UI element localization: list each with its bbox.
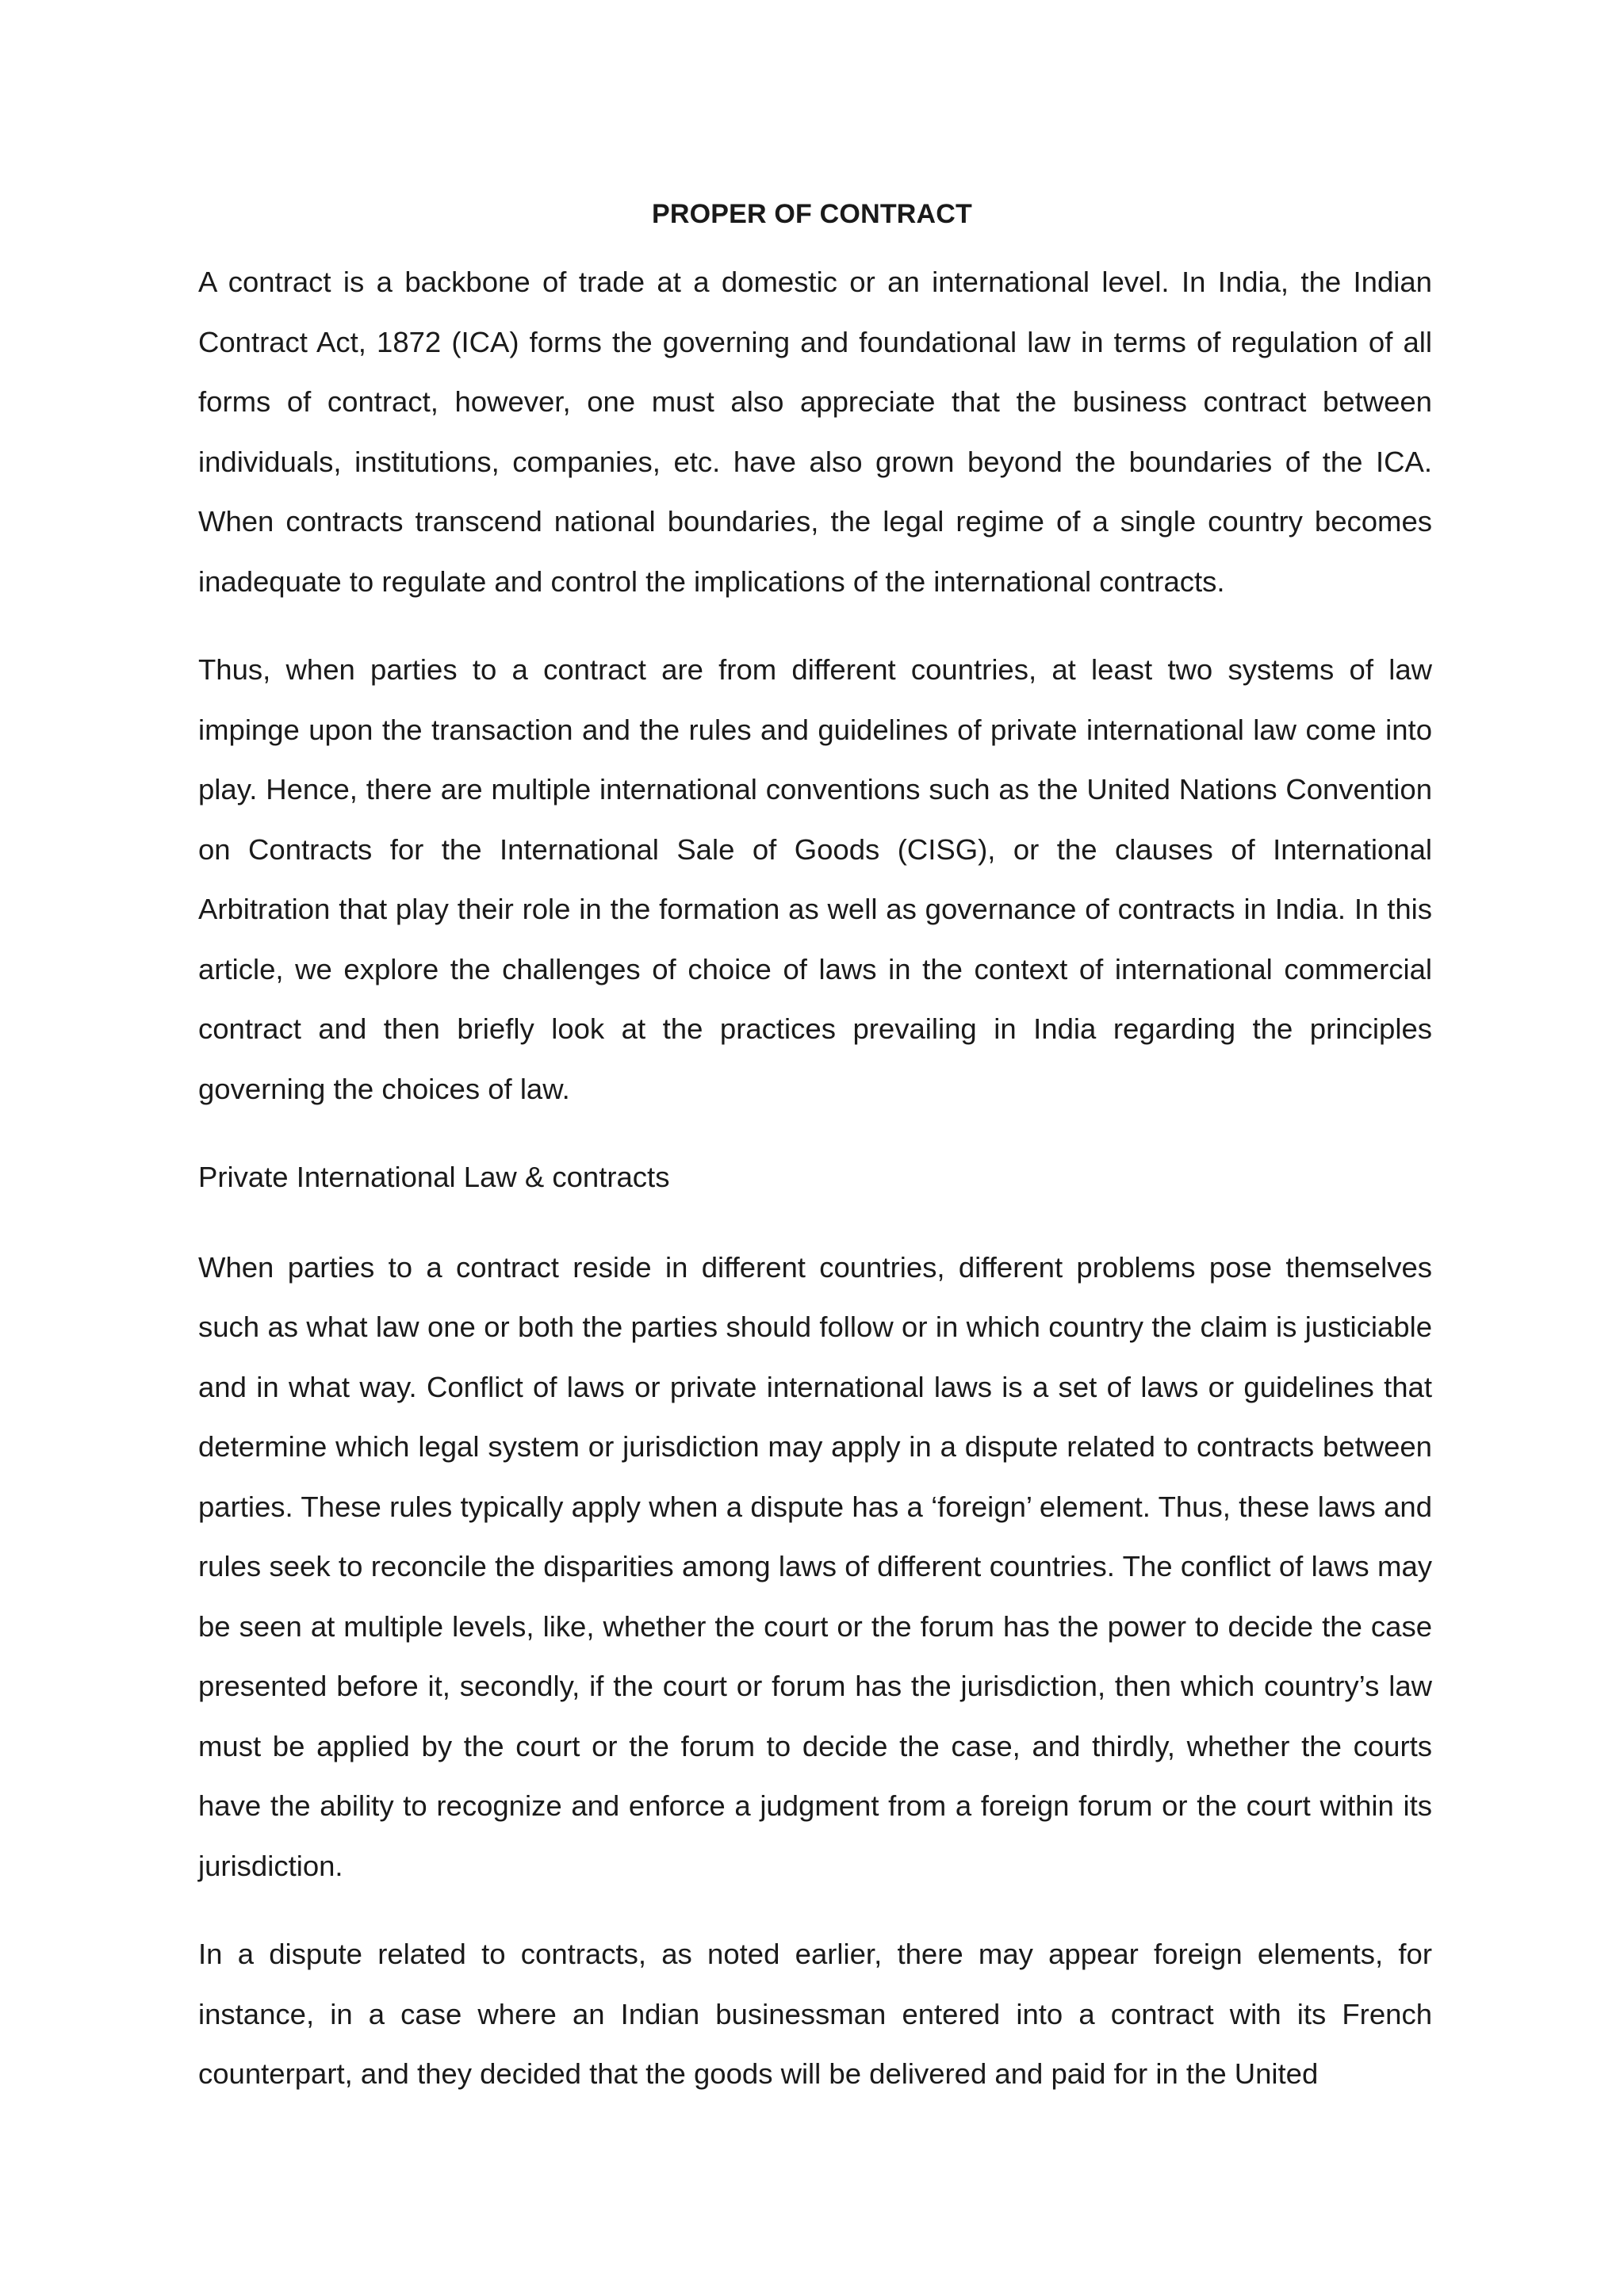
paragraph-private-international-law: Thus, when parties to a contract are from different countries, at least two systems of law impinge upon the transaction and the rules and guidelines of private international law come into play. Hence, there are multiple international conventions such as the United Nations Convention on Contracts for the International Sale of Goods (CISG), or the clauses of International Arbitration that play their role in the formation as well as governance of contracts in India. In this article, we explore the challenges of choice of laws in the context of international commercial contract and then briefly look at the practices prevailing in India regarding the principles governing the choices of law. bbox=[198, 653, 1432, 1105]
paragraph-intro: A contract is a backbone of trade at a domestic or an international level. In India, the Indian Contract Act, 1872 (ICA) forms the governing and foundational law in terms of regulation of all forms of contract, however, one must also appreciate that the business contract between individuals, institutions, companies, etc. have also grown beyond the boundaries of the ICA. When contracts transcend national boundaries, the legal regime of a single country becomes inadequate to regulate and control the implications of the international contracts. bbox=[198, 266, 1432, 598]
document-title: PROPER OF CONTRACT bbox=[651, 199, 973, 229]
paragraph-conflict-of-laws: When parties to a contract reside in different countries, different problems pose themselves such as what law one or both the parties should follow or in which country the claim is justiciable and in what way. Conflict of laws or private international laws is a set of laws or guidelines that determine which legal system or jurisdiction may apply in a dispute related to contracts between parties. These rules typically apply when a dispute has a ‘foreign’ element. Thus, these laws and rules seek to reconcile the disparities among laws of different countries. The conflict of laws may be seen at multiple levels, like, whether the court or the forum has the power to decide the case presented before it, secondly, if the court or forum has the jurisdiction, then which country’s law must be applied by the court or the forum to decide the case, and thirdly, whether the courts have the ability to recognize and enforce a judgment from a foreign forum or the court within its jurisdiction. bbox=[198, 1250, 1432, 1882]
paragraph-foreign-elements: In a dispute related to contracts, as noted earlier, there may appear foreign elements, for instance, in a case where an Indian businessman entered into a contract with its French counterpart, and they decided that the goods will be delivered and paid for in the United bbox=[198, 1938, 1432, 2090]
document-body bbox=[198, 252, 1432, 2133]
section-heading: Private International Law & contracts bbox=[198, 1161, 670, 1193]
